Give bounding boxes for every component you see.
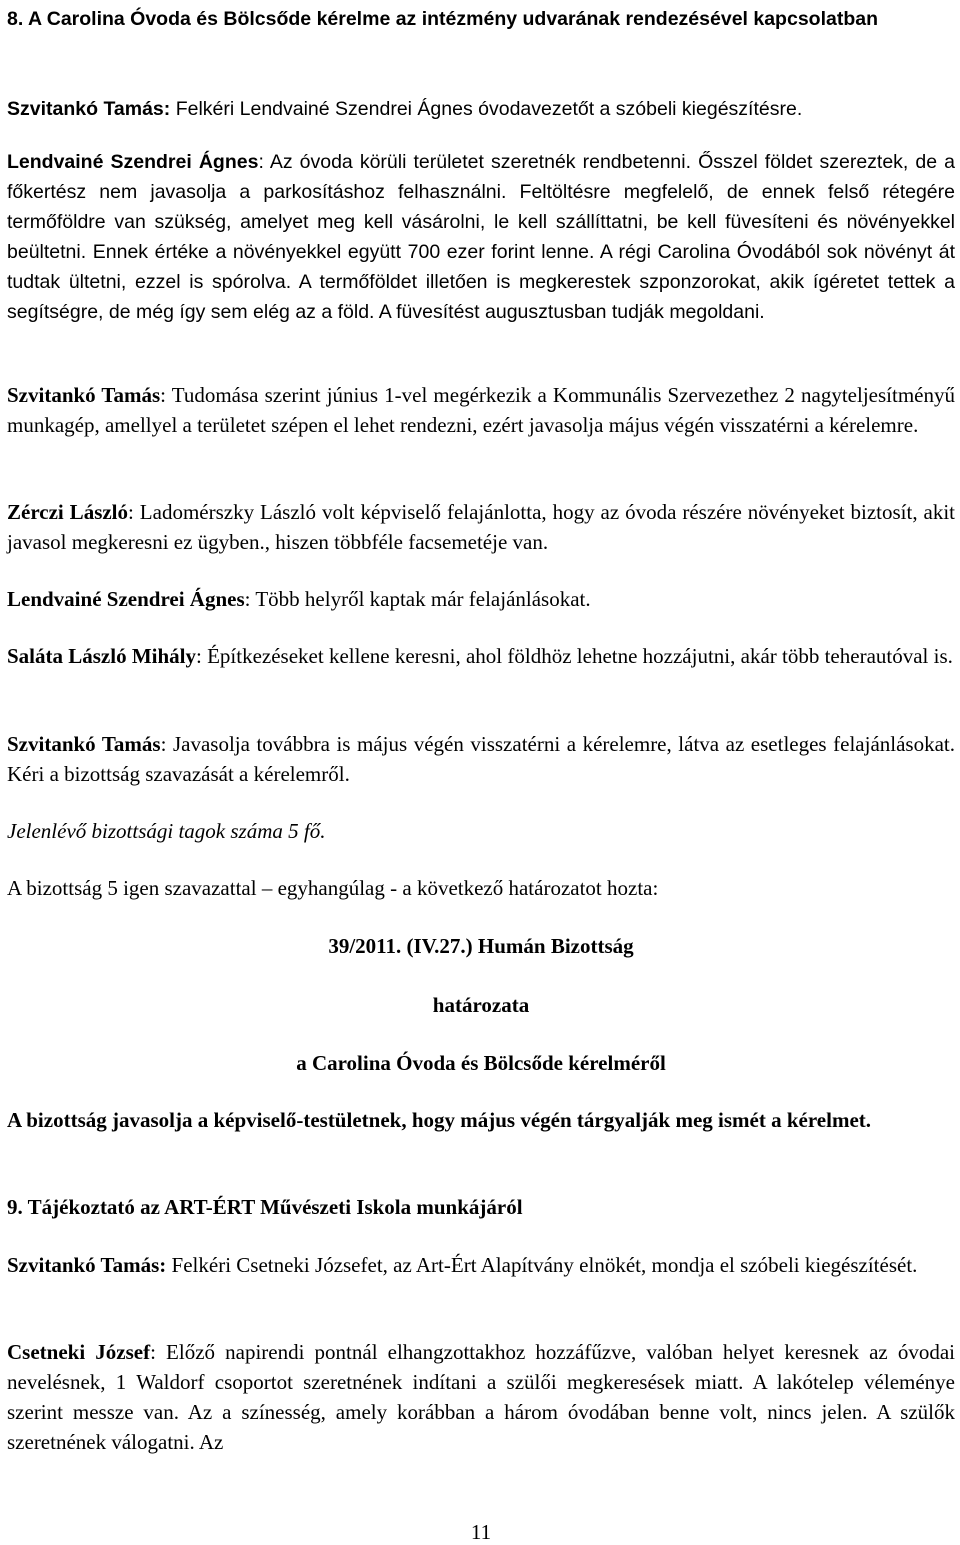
- paragraph-3: [7, 380, 955, 440]
- paragraph-9: [7, 1337, 955, 1457]
- speaker-name: Szvitankó Tamás: [7, 383, 161, 407]
- page-number: 11: [470, 1520, 492, 1544]
- paragraph-text: Felkéri Lendvainé Szendrei Ágnes óvodavezetőt a szóbeli kiegészítésre.: [170, 98, 803, 120]
- paragraph-text: : Tudomása szerint június 1-vel megérkezik a Kommunális Szervezethez 2 nagyteljesítményű munkagép, amellyel a területet szépen el lehet rendezni, ezért javasolja május végén visszatérni a kérelemre.: [7, 383, 955, 437]
- speaker-name: Saláta László Mihály: [7, 644, 197, 668]
- paragraph-text: : Ladomérszky László volt képviselő felajánlotta, hogy az óvoda részére növényeket biztosít, akit javasol megkeresni ez ügyben., hiszen többféle facsemetéje van.: [7, 500, 955, 554]
- paragraph-text: : Az óvoda körüli területet szeretnék rendbetenni. Ősszel földet szereztek, de a főkertész nem javasolja a parkosításhoz felhasználni. Feltöltésre megfelelő, de ennek felső rétegére termőföldre van szükség, amelyet meg kell vásárolni, le kell szállíttatni, be kell füvesíteni és növényekkel beültetni. Ennek értéke a növényekkel együtt 700 ezer forint lenne. A régi Carolina Óvodából sok növényt át tudtak ültetni, ezzel is spórolva. A termőföldet illetően is megkerestek szponzorokat, akik ígéretet tettek a segítségre, de még így sem elég az a föld. A füvesítést augusztusban tudják megoldani.: [7, 151, 955, 323]
- paragraph-text: : Építkezéseket kellene keresni, ahol földhöz lehetne hozzájutni, akár több teherautóval is.: [196, 644, 953, 668]
- section-9-heading: 9. Tájékoztató az ART-ÉRT Művészeti Iskola munkájáról: [7, 1195, 523, 1219]
- paragraph-text: Felkéri Csetneki Józsefet, az Art-Ért Alapítvány elnökét, mondja el szóbeli kiegészítését.: [166, 1253, 918, 1277]
- paragraph-text: : Több helyről kaptak már felajánlásokat.: [244, 587, 591, 611]
- resolution-number: 39/2011. (IV.27.) Humán Bizottság: [328, 934, 634, 958]
- speaker-name: Csetneki József: [7, 1340, 151, 1364]
- paragraph-5: [7, 584, 955, 614]
- speaker-name: Lendvainé Szendrei Ágnes: [7, 587, 245, 611]
- paragraph-4: [7, 497, 955, 557]
- speaker-name: Lendvainé Szendrei Ágnes: [7, 151, 259, 173]
- resolution-subject: a Carolina Óvoda és Bölcsőde kérelméről: [296, 1051, 666, 1075]
- present-members: Jelenlévő bizottsági tagok száma 5 fő.: [7, 819, 326, 843]
- speaker-name: Szvitankó Tamás:: [7, 98, 171, 120]
- paragraph-8: [7, 1250, 955, 1280]
- speaker-name: Zérczi László: [7, 500, 129, 524]
- paragraph-6: [7, 641, 955, 671]
- paragraph-7: [7, 729, 955, 789]
- resolution-text: A bizottság javasolja a képviselő-testületnek, hogy május végén tárgyalják meg ismét a kérelmet.: [7, 1108, 872, 1132]
- vote-result: A bizottság 5 igen szavazattal – egyhangúlag - a következő határozatot hozta:: [7, 876, 659, 900]
- paragraph-2: [7, 147, 955, 327]
- document-page: [7, 0, 955, 1545]
- speaker-name: Szvitankó Tamás:: [7, 1253, 167, 1277]
- section-8-heading: 8. A Carolina Óvoda és Bölcsőde kérelme az intézmény udvarának rendezésével kapcsolatban: [7, 8, 878, 30]
- speaker-name: Szvitankó Tamás: [7, 732, 161, 756]
- paragraph-text: : Előző napirendi pontnál elhangzottakhoz hozzáfűzve, valóban helyet keresnek az óvodai nevelésnek, 1 Waldorf csoportot szeretnének indítani a szülői megkeresések miatt. A lakótelep véleménye szerint messze van. Az a színesség, amely korábban a három óvodában benne volt, nincs jelen. A szülők szeretnének válogatni. Az: [7, 1340, 955, 1454]
- paragraph-1: [7, 94, 955, 124]
- paragraph-text: : Javasolja továbbra is május végén visszatérni a kérelemre, látva az esetleges felajánlásokat. Kéri a bizottság szavazását a kérelemről.: [7, 732, 955, 786]
- resolution-word: határozata: [432, 993, 530, 1017]
